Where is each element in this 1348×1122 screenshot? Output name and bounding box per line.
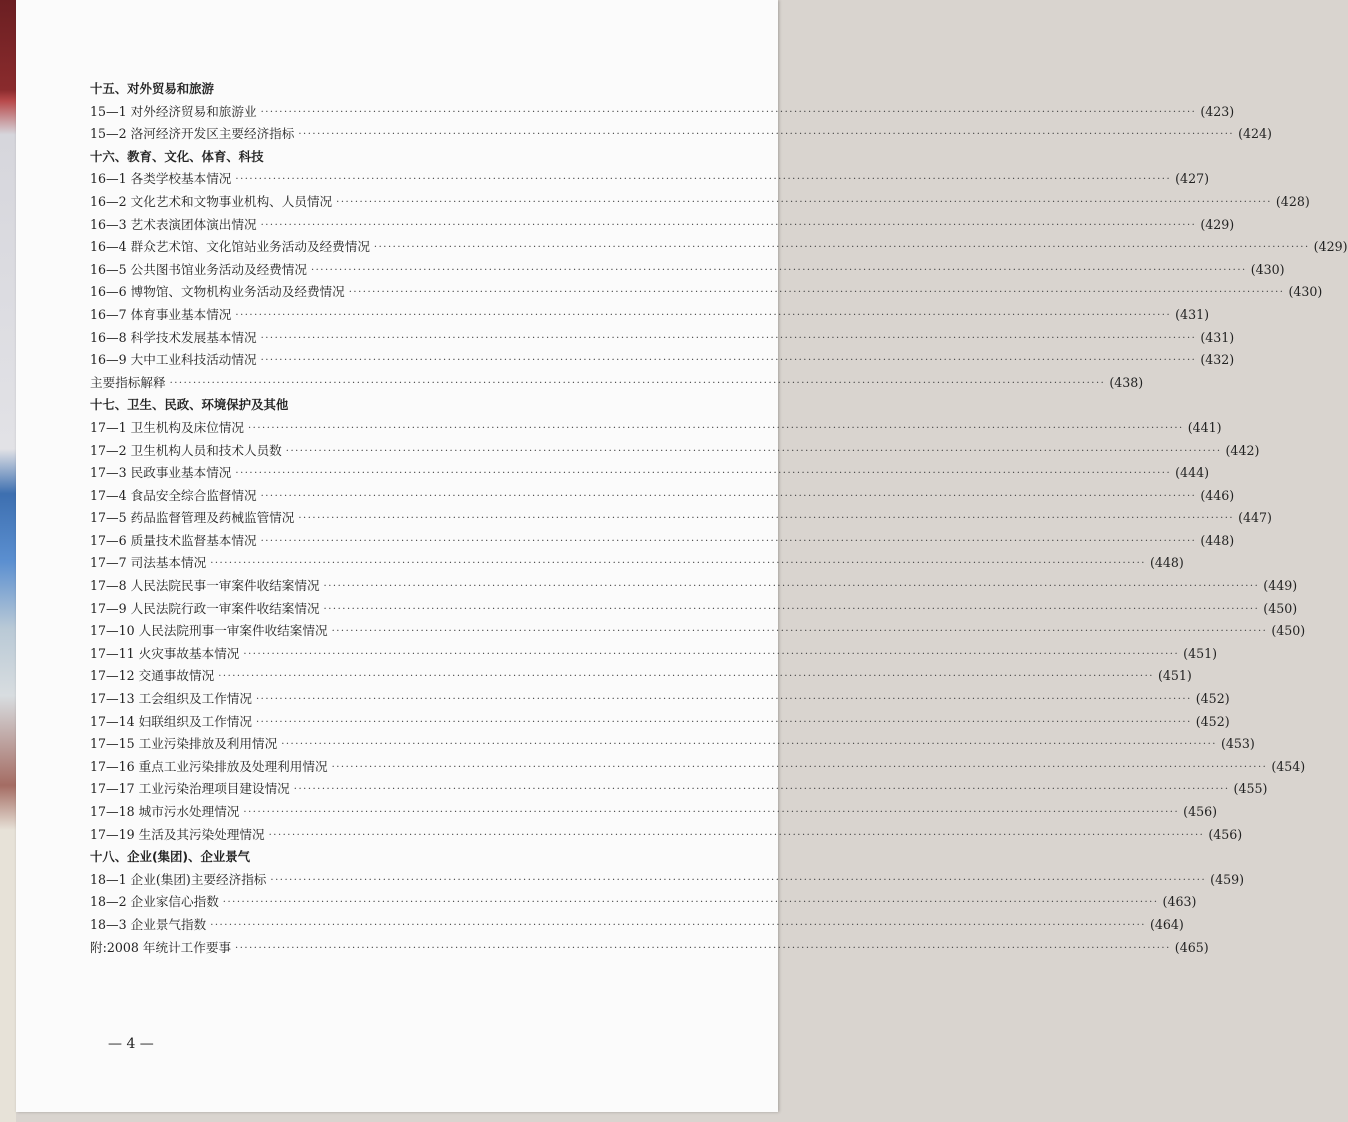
toc-entry-page: (465) (1174, 939, 1209, 955)
toc-entry-page: (454) (1271, 758, 1306, 774)
toc-entry-page: (450) (1271, 623, 1306, 639)
toc-entry-page: (429) (1200, 216, 1235, 232)
dot-leader: ········································································································································································································ (270, 874, 1207, 886)
dot-leader: ········································································································································································································ (260, 219, 1197, 231)
toc-entry-title: 17—7 司法基本情况 (90, 555, 207, 571)
dot-leader: ········································································································································································································ (222, 897, 1159, 909)
toc-entry-title: 17—12 交通事故情况 (90, 668, 215, 684)
toc-entry[interactable] (90, 281, 1323, 304)
toc-entry[interactable] (90, 552, 1184, 575)
dot-leader: ········································································································································································································ (235, 942, 1171, 954)
dot-leader: ········································································································································································································ (336, 196, 1272, 208)
toc-entry-title: 17—3 民政事业基本情况 (90, 465, 232, 481)
toc-entry[interactable] (90, 304, 1210, 327)
toc-entry-title: 17—15 工业污染排放及利用情况 (90, 736, 278, 752)
toc-entry-title: 17—11 火灾事故基本情况 (90, 645, 240, 661)
toc-entry-title: 17—10 人民法院刑事一审案件收结案情况 (90, 623, 328, 639)
section-heading: 十六、教育、文化、体育、科技 (90, 148, 264, 164)
section-heading: 十八、企业(集团)、企业景气 (90, 849, 251, 865)
dot-leader: ········································································································································································································ (373, 242, 1310, 254)
toc-entry-page: (429) (1313, 239, 1348, 255)
dot-leader: ········································································································································································································ (298, 129, 1235, 141)
toc-entry-page: (448) (1149, 555, 1184, 571)
book-spine-edge (0, 0, 16, 1122)
toc-entry-page: (451) (1157, 668, 1192, 684)
toc-entry[interactable] (90, 236, 1348, 259)
toc-entry[interactable] (90, 937, 1209, 960)
dot-leader: ········································································································································································································ (260, 535, 1197, 547)
toc-entry-title: 17—8 人民法院民事一审案件收结案情况 (90, 578, 320, 594)
toc-entry[interactable] (90, 259, 1285, 282)
dot-leader: ········································································································································································································ (260, 106, 1197, 118)
toc-entry-page: (431) (1175, 306, 1210, 322)
document-page (16, 0, 1348, 1112)
toc-entry[interactable] (90, 191, 1310, 214)
toc-entry-title: 附:2008 年统计工作要事 (90, 939, 232, 955)
toc-entry-page: (452) (1195, 691, 1230, 707)
dot-leader: ········································································································································································································ (210, 919, 1146, 931)
toc-entry-page: (431) (1200, 329, 1235, 345)
dot-leader: ········································································································································································································ (247, 422, 1184, 434)
dot-leader: ········································································································································································································ (281, 739, 1217, 751)
dot-leader: ········································································································································································································ (235, 174, 1172, 186)
toc-entry-title: 17—19 生活及其污染处理情况 (90, 826, 265, 842)
toc-entry-page: (455) (1233, 781, 1268, 797)
toc-entry[interactable] (90, 733, 1255, 756)
dot-leader: ········································································································································································································ (260, 490, 1197, 502)
toc-entry-page: (447) (1238, 510, 1272, 526)
dot-leader: ········································································································································································································ (323, 603, 1260, 615)
toc-entry-page: (423) (1200, 103, 1235, 119)
dot-leader: ········································································································································································································ (256, 716, 1192, 728)
toc-entry[interactable] (90, 575, 1298, 598)
toc-entry-title: 16—3 艺术表演团体演出情况 (90, 216, 257, 232)
dot-leader: ········································································································································································································ (331, 761, 1268, 773)
toc-entry-title: 17—18 城市污水处理情况 (90, 804, 240, 819)
section-heading: 十七、卫生、民政、环境保护及其他 (90, 397, 289, 413)
toc-entry-title: 17—14 妇联组织及工作情况 (90, 713, 252, 729)
toc-entry[interactable] (90, 440, 1260, 463)
toc-entry[interactable] (90, 891, 1197, 914)
toc-entry-title: 17—17 工业污染治理项目建设情况 (90, 781, 290, 797)
dot-leader: ········································································································································································································ (243, 807, 1180, 818)
toc-entry-page: (446) (1200, 487, 1235, 503)
page-number: — 4 — (108, 1036, 154, 1052)
toc-entry-page: (428) (1275, 193, 1310, 209)
toc-entry[interactable] (90, 485, 1235, 508)
dot-leader: ········································································································································································································ (260, 332, 1197, 344)
toc-entry[interactable] (90, 914, 1184, 937)
dot-leader: ········································································································································································································ (169, 377, 1106, 389)
dot-leader: ········································································································································································································ (293, 784, 1230, 796)
toc-entry[interactable] (90, 327, 1235, 350)
toc-entry[interactable] (90, 643, 1218, 666)
toc-entry[interactable] (90, 168, 1210, 191)
toc-entry-title: 17—4 食品安全综合监督情况 (90, 487, 257, 503)
toc-entry-title: 17—9 人民法院行政一审案件收结案情况 (90, 600, 320, 616)
toc-entry[interactable] (90, 417, 1222, 440)
toc-entry-page: (449) (1263, 578, 1298, 594)
toc-entry-title: 15—1 对外经济贸易和旅游业 (90, 103, 257, 119)
toc-entry-page: (444) (1175, 465, 1210, 481)
toc-entry[interactable] (90, 214, 1235, 237)
toc-entry-page: (427) (1175, 171, 1210, 187)
dot-leader: ········································································································································································································ (298, 513, 1235, 525)
toc-entry-title: 17—5 药品监督管理及药械监管情况 (90, 510, 295, 526)
toc-entry-title: 16—2 文化艺术和文物事业机构、人员情况 (90, 193, 333, 209)
toc-entry-title: 16—7 体育事业基本情况 (90, 306, 232, 322)
dot-leader: ········································································································································································································ (218, 671, 1154, 683)
toc-entry[interactable] (90, 688, 1230, 711)
toc-entry-page: (442) (1225, 442, 1260, 458)
dot-leader: ········································································································································································································ (331, 626, 1268, 638)
dot-leader: ········································································································································································································ (210, 558, 1146, 570)
toc-entry[interactable] (90, 530, 1235, 553)
toc-entry[interactable] (90, 824, 1243, 847)
toc-entry-page: (430) (1250, 261, 1285, 277)
dot-leader: ········································································································································································································ (235, 309, 1172, 321)
dot-leader: ········································································································································································································ (285, 445, 1222, 457)
dot-leader: ········································································································································································································ (348, 287, 1285, 299)
toc-entry[interactable] (90, 711, 1230, 734)
toc-entry-page: (451) (1183, 645, 1218, 661)
dot-leader: ········································································································································································································ (235, 468, 1172, 480)
dot-leader: ········································································································································································································ (323, 581, 1260, 593)
toc-entry-title: 17—1 卫生机构及床位情况 (90, 419, 244, 435)
dot-leader: ········································································································································································································ (260, 355, 1197, 367)
toc-entry-page: (464) (1149, 916, 1184, 932)
toc-entry-page: (452) (1195, 713, 1230, 729)
toc-entry[interactable] (90, 665, 1192, 688)
toc-entry-page: (438) (1109, 374, 1144, 390)
toc-entry[interactable] (90, 801, 1218, 824)
toc-entry-title: 17—2 卫生机构人员和技术人员数 (90, 442, 282, 458)
toc-entry[interactable] (90, 756, 1306, 779)
toc-entry-title: 17—16 重点工业污染排放及处理利用情况 (90, 758, 328, 774)
toc-entry-page: (448) (1200, 532, 1235, 548)
toc-entry-title: 16—5 公共图书馆业务活动及经费情况 (90, 261, 307, 277)
toc-entry[interactable] (90, 101, 1235, 124)
toc-entry-title: 主要指标解释 (90, 374, 166, 390)
toc-entry[interactable] (90, 869, 1245, 892)
toc-entry-title: 17—13 工会组织及工作情况 (90, 691, 252, 707)
toc-entry[interactable] (90, 462, 1210, 485)
toc-entry-page: (441) (1187, 419, 1222, 435)
toc-entry-title: 15—2 洛河经济开发区主要经济指标 (90, 126, 295, 142)
toc-entry-title: 18—3 企业景气指数 (90, 916, 207, 932)
dot-leader: ········································································································································································································ (310, 264, 1247, 276)
toc-entry-page: (463) (1162, 894, 1197, 910)
toc-entry-page: (459) (1210, 871, 1245, 887)
dot-leader: ········································································································································································································ (268, 829, 1205, 841)
dot-leader: ········································································································································································································ (256, 694, 1192, 706)
toc-entry-title: 18—2 企业家信心指数 (90, 894, 219, 910)
toc-entry[interactable] (90, 620, 1306, 643)
toc-entry-title: 18—1 企业(集团)主要经济指标 (90, 871, 267, 887)
toc-entry[interactable] (90, 372, 1144, 395)
toc-entry[interactable] (90, 507, 1272, 530)
section-heading: 十五、对外贸易和旅游 (90, 81, 214, 96)
toc-entry[interactable] (90, 778, 1268, 801)
toc-entry-title: 16—6 博物馆、文物机构业务活动及经费情况 (90, 284, 345, 300)
toc-entry[interactable] (90, 349, 1235, 372)
table-of-contents (90, 78, 1348, 959)
toc-entry-page: (450) (1263, 600, 1298, 616)
toc-entry-title: 16—1 各类学校基本情况 (90, 171, 232, 187)
toc-entry-page: (456) (1183, 804, 1218, 819)
toc-entry-title: 16—9 大中工业科技活动情况 (90, 352, 257, 368)
toc-entry[interactable] (90, 598, 1298, 621)
dot-leader: ········································································································································································································ (243, 648, 1180, 660)
toc-entry-page: (432) (1200, 352, 1235, 368)
toc-entry-page: (430) (1288, 284, 1323, 300)
toc-entry-page: (424) (1238, 126, 1272, 142)
toc-entry-page: (453) (1220, 736, 1255, 752)
toc-entry-title: 17—6 质量技术监督基本情况 (90, 532, 257, 548)
toc-entry-title: 16—8 科学技术发展基本情况 (90, 329, 257, 345)
toc-entry-page: (456) (1208, 826, 1243, 842)
toc-entry[interactable] (90, 123, 1272, 146)
toc-entry-title: 16—4 群众艺术馆、文化馆站业务活动及经费情况 (90, 239, 370, 255)
